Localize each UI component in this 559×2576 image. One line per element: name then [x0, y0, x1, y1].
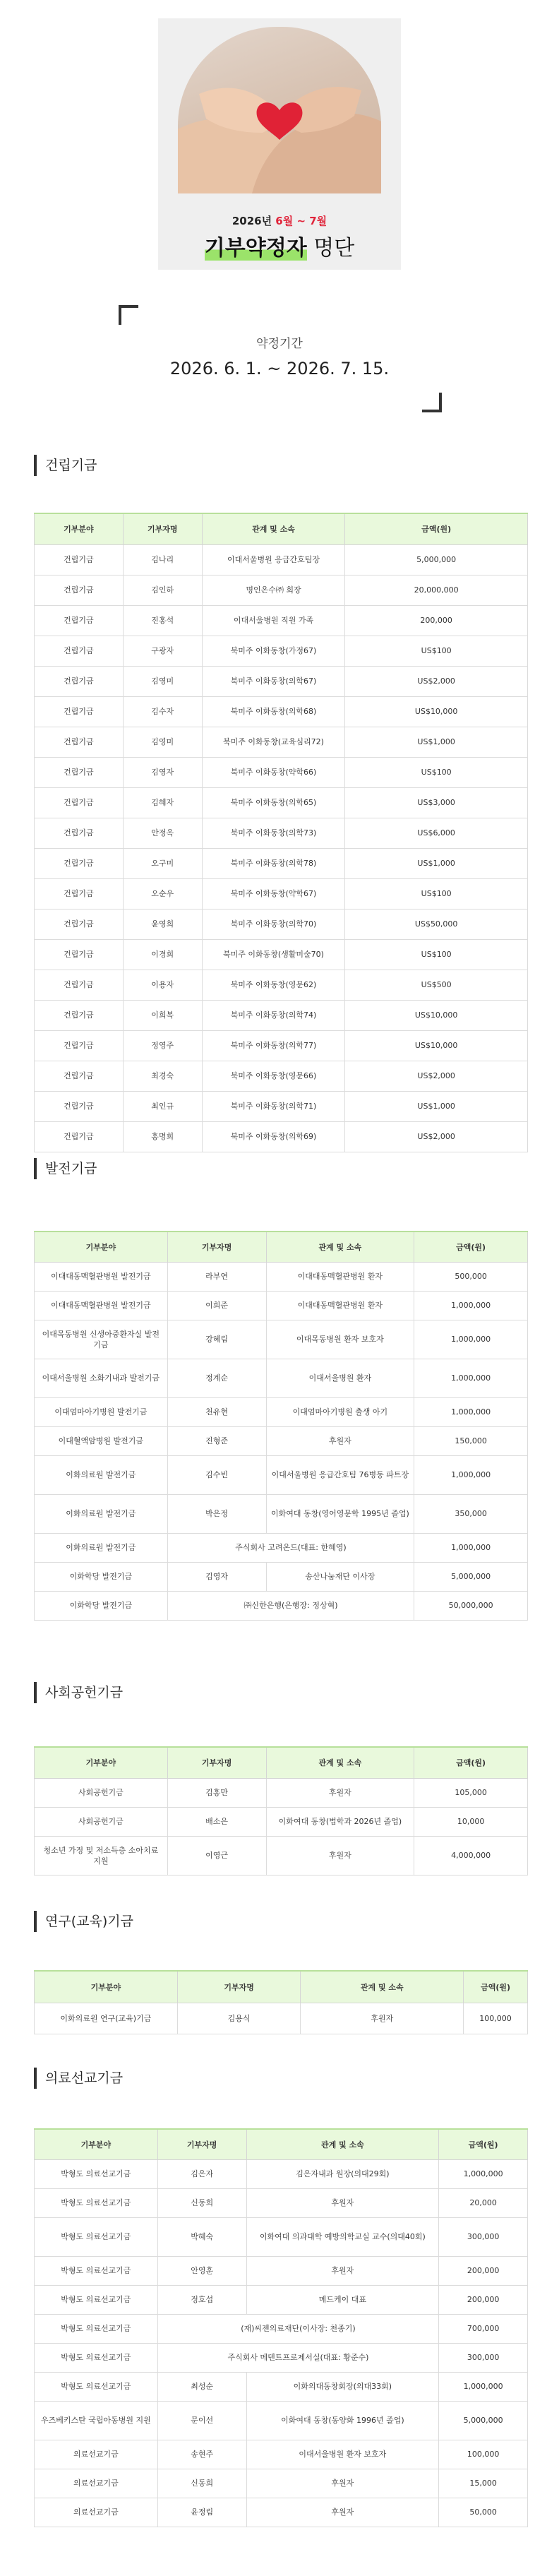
section-title: 의료선교기금	[34, 2068, 123, 2089]
table-row	[35, 2440, 528, 2469]
donor-table	[34, 1746, 528, 1876]
table-row	[35, 878, 528, 909]
table-cell: 건립기금	[35, 727, 124, 757]
column-header: 기부자명	[167, 1232, 266, 1262]
table-cell: 송산나눔재단 이사장	[266, 1562, 414, 1591]
hands-heart-photo	[178, 27, 381, 193]
table-row	[35, 1359, 528, 1397]
table-cell: 김나리	[123, 544, 202, 575]
table-cell: 메드케이 대표	[246, 2285, 439, 2314]
table-cell: 1,000,000	[439, 2372, 528, 2401]
table-cell: 후원자	[266, 1836, 414, 1875]
table-cell: 북미주 이화동창(영문62)	[202, 970, 345, 1000]
table-cell: 700,000	[439, 2314, 528, 2343]
table-cell: 건립기금	[35, 544, 124, 575]
table-cell: 이대대동맥혈관병원 발전기금	[35, 1291, 168, 1320]
table-row	[35, 818, 528, 848]
section-title: 연구(교육)기금	[34, 1911, 133, 1932]
table-cell: 의료선교기금	[35, 2469, 158, 2498]
table-row	[35, 757, 528, 787]
table-cell: 이화의료원 발전기금	[35, 1494, 168, 1533]
table-cell: 이대서울병원 환자	[266, 1359, 414, 1397]
table-cell: 이대혈액암병원 발전기금	[35, 1426, 168, 1455]
donor-table	[34, 513, 528, 1152]
table-row	[35, 1121, 528, 1152]
table-cell: 이대대동맥혈관병원 환자	[266, 1291, 414, 1320]
table-cell: 이화여대 의과대학 예방의학교실 교수(의대40회)	[246, 2217, 439, 2256]
table-cell: 후원자	[266, 1426, 414, 1455]
table-cell: 북미주 이화동창(의학71)	[202, 1091, 345, 1121]
table-cell: 천유현	[167, 1397, 266, 1426]
table-row	[35, 1061, 528, 1091]
table-row	[35, 666, 528, 696]
table-cell: 최경숙	[123, 1061, 202, 1091]
table-cell: 이경희	[123, 939, 202, 970]
table-row	[35, 2498, 528, 2527]
table-row	[35, 2401, 528, 2440]
table-cell: 건립기금	[35, 696, 124, 727]
table-cell: 구광자	[123, 636, 202, 666]
table-cell: 5,000,000	[345, 544, 528, 575]
table-cell: 건립기금	[35, 1061, 124, 1091]
table-cell: 배소은	[167, 1807, 266, 1836]
table-cell: 오구미	[123, 848, 202, 878]
table-cell: 김영자	[167, 1562, 266, 1591]
table-cell: 후원자	[246, 2498, 439, 2527]
table-cell: 김은자	[157, 2159, 246, 2188]
table-row	[35, 696, 528, 727]
table-row	[35, 1091, 528, 1121]
table-row	[35, 1533, 528, 1562]
table-row	[35, 2256, 528, 2285]
table-cell: 김영미	[123, 727, 202, 757]
table-cell: 박은정	[167, 1494, 266, 1533]
section-title: 사회공헌기금	[34, 1682, 123, 1703]
table-cell: 이희준	[167, 1291, 266, 1320]
table-cell: 이영근	[167, 1836, 266, 1875]
table-cell: 김영자	[123, 757, 202, 787]
table-cell: 홍명희	[123, 1121, 202, 1152]
table-cell: 사회공헌기금	[35, 1807, 168, 1836]
table-cell: 박형도 의료선교기금	[35, 2372, 158, 2401]
table-cell: 후원자	[246, 2188, 439, 2217]
table-header-row	[35, 513, 528, 544]
table-cell: 이화의료원 발전기금	[35, 1533, 168, 1562]
table-cell: US$100	[345, 939, 528, 970]
table-cell: US$3,000	[345, 787, 528, 818]
table-cell: 최인규	[123, 1091, 202, 1121]
column-header: 기부분야	[35, 513, 124, 544]
table-cell: 신동희	[157, 2469, 246, 2498]
table-row	[35, 2343, 528, 2372]
table-row	[35, 2372, 528, 2401]
column-header: 금액(원)	[414, 1232, 528, 1262]
table-row	[35, 1000, 528, 1030]
table-cell: 오순우	[123, 878, 202, 909]
table-cell: 김홍만	[167, 1778, 266, 1807]
table-cell: 안정옥	[123, 818, 202, 848]
table-cell: 명인온수㈜ 회장	[202, 575, 345, 605]
table-cell: 이대엄마아기병원 출생 아기	[266, 1397, 414, 1426]
table-cell: 1,000,000	[414, 1291, 528, 1320]
table-cell: 이대대동맥혈관병원 환자	[266, 1262, 414, 1291]
table-cell: 1,000,000	[414, 1359, 528, 1397]
corner-bracket-bottom-right	[422, 393, 442, 412]
table-cell: 이대대동맥혈관병원 발전기금	[35, 1262, 168, 1291]
table-row	[35, 939, 528, 970]
table-cell: (재)씨젠의료재단(이사장: 천종기)	[157, 2314, 438, 2343]
table-cell: US$2,000	[345, 1121, 528, 1152]
table-cell: 북미주 이화동창(의학74)	[202, 1000, 345, 1030]
table-cell: 5,000,000	[414, 1562, 528, 1591]
table-cell: 500,000	[414, 1262, 528, 1291]
table-cell: 안영훈	[157, 2256, 246, 2285]
table-cell: 350,000	[414, 1494, 528, 1533]
table-row	[35, 1494, 528, 1533]
table-cell: 105,000	[414, 1778, 528, 1807]
table-cell: 300,000	[439, 2343, 528, 2372]
table-cell: 주식회사 메덴트프로제서실(대표: 황준수)	[157, 2343, 438, 2372]
table-cell: 의료선교기금	[35, 2498, 158, 2527]
table-cell: 건립기금	[35, 787, 124, 818]
table-cell: 건립기금	[35, 1121, 124, 1152]
column-header: 금액(원)	[464, 1971, 528, 2003]
table-header-row	[35, 1747, 528, 1778]
table-cell: 건립기금	[35, 636, 124, 666]
table-cell: 북미주 이화동창(가정67)	[202, 636, 345, 666]
table-cell: 최성순	[157, 2372, 246, 2401]
column-header: 기부자명	[123, 513, 202, 544]
table-row	[35, 605, 528, 636]
column-header: 관계 및 소속	[301, 1971, 464, 2003]
table-cell: 1,000,000	[439, 2159, 528, 2188]
table-cell: 북미주 이화동창(약학67)	[202, 878, 345, 909]
table-cell: 박혜숙	[157, 2217, 246, 2256]
table-row	[35, 1030, 528, 1061]
table-cell: 박형도 의료선교기금	[35, 2256, 158, 2285]
table-cell: 이화여대 동창(법학과 2026년 졸업)	[266, 1807, 414, 1836]
table-cell: 정영주	[123, 1030, 202, 1061]
period-label: 약정기간	[256, 337, 303, 351]
table-cell: 북미주 이화동창(의학73)	[202, 818, 345, 848]
table-cell: 정호섭	[157, 2285, 246, 2314]
table-cell: 윤정림	[157, 2498, 246, 2527]
table-cell: 우즈베키스탄 국립아동병원 지원	[35, 2401, 158, 2440]
table-cell: 김은자내과 원장(의대29회)	[246, 2159, 439, 2188]
table-cell: 건립기금	[35, 939, 124, 970]
table-cell: 진홍석	[123, 605, 202, 636]
table-cell: 200,000	[439, 2256, 528, 2285]
table-cell: US$50,000	[345, 909, 528, 939]
column-header: 기부분야	[35, 1232, 168, 1262]
table-cell: 이대서울병원 소화기내과 발전기금	[35, 1359, 168, 1397]
table-cell: 박형도 의료선교기금	[35, 2314, 158, 2343]
column-header: 기부자명	[157, 2129, 246, 2159]
table-cell: 1,000,000	[414, 1320, 528, 1359]
table-row	[35, 970, 528, 1000]
table-header-row	[35, 1232, 528, 1262]
column-header: 관계 및 소속	[246, 2129, 439, 2159]
table-cell: 이화의료원 발전기금	[35, 1455, 168, 1494]
table-cell: US$100	[345, 636, 528, 666]
table-cell: US$500	[345, 970, 528, 1000]
column-header: 관계 및 소속	[202, 513, 345, 544]
table-row	[35, 1397, 528, 1426]
table-cell: US$1,000	[345, 848, 528, 878]
table-cell: 건립기금	[35, 575, 124, 605]
table-row	[35, 2217, 528, 2256]
table-cell: 북미주 이화동창(의학68)	[202, 696, 345, 727]
table-cell: US$1,000	[345, 1091, 528, 1121]
table-cell: 북미주 이화동창(생활미술70)	[202, 939, 345, 970]
table-cell: 건립기금	[35, 878, 124, 909]
table-cell: 20,000	[439, 2188, 528, 2217]
table-cell: 건립기금	[35, 848, 124, 878]
table-cell: 박형도 의료선교기금	[35, 2285, 158, 2314]
table-row	[35, 2159, 528, 2188]
table-cell: US$10,000	[345, 696, 528, 727]
table-cell: 북미주 이화동창(의학77)	[202, 1030, 345, 1061]
hero-title: 기부약정자 명단	[204, 236, 355, 261]
table-row	[35, 2188, 528, 2217]
table-cell: 이화여대 동창(영어영문학 1995년 졸업)	[266, 1494, 414, 1533]
table-cell: 이대서울병원 응급간호팀장	[202, 544, 345, 575]
table-row	[35, 1562, 528, 1591]
table-row	[35, 2285, 528, 2314]
table-row	[35, 1807, 528, 1836]
table-cell: 건립기금	[35, 666, 124, 696]
table-row	[35, 1455, 528, 1494]
table-row	[35, 1836, 528, 1875]
table-cell: 송현주	[157, 2440, 246, 2469]
table-cell: 1,000,000	[414, 1397, 528, 1426]
column-header: 기부분야	[35, 1971, 178, 2003]
table-cell: 이대목동병원 신생아중환자실 발전기금	[35, 1320, 168, 1359]
table-cell: 15,000	[439, 2469, 528, 2498]
table-cell: 김영미	[123, 666, 202, 696]
table-row	[35, 848, 528, 878]
table-cell: US$100	[345, 878, 528, 909]
table-cell: 청소년 가정 및 저소득층 소아치료 지원	[35, 1836, 168, 1875]
table-cell: 이대서울병원 응급간호팀 76병동 파트장	[266, 1455, 414, 1494]
table-cell: 북미주 이화동창(영문66)	[202, 1061, 345, 1091]
table-cell: 200,000	[345, 605, 528, 636]
table-cell: 이용자	[123, 970, 202, 1000]
corner-bracket-top-left	[119, 305, 138, 325]
section-title: 건립기금	[34, 455, 97, 476]
table-header-row	[35, 2129, 528, 2159]
table-cell: 건립기금	[35, 1091, 124, 1121]
column-header: 기부자명	[167, 1747, 266, 1778]
table-cell: 윤영희	[123, 909, 202, 939]
hero-subtitle: 2026년 6월 ~ 7월	[232, 215, 327, 227]
table-cell: 의료선교기금	[35, 2440, 158, 2469]
column-header: 금액(원)	[414, 1747, 528, 1778]
column-header: 기부분야	[35, 2129, 158, 2159]
table-cell: 신동희	[157, 2188, 246, 2217]
table-cell: 북미주 이화동창(의학78)	[202, 848, 345, 878]
table-cell: 문이선	[157, 2401, 246, 2440]
table-cell: 이희복	[123, 1000, 202, 1030]
table-cell: US$10,000	[345, 1000, 528, 1030]
table-cell: 강혜림	[167, 1320, 266, 1359]
table-row	[35, 909, 528, 939]
table-cell: 50,000	[439, 2498, 528, 2527]
table-row	[35, 2314, 528, 2343]
column-header: 기부자명	[177, 1971, 301, 2003]
table-row	[35, 727, 528, 757]
table-cell: 20,000,000	[345, 575, 528, 605]
table-cell: 김수빈	[167, 1455, 266, 1494]
period-value: 2026. 6. 1. ~ 2026. 7. 15.	[169, 359, 390, 378]
column-header: 기부분야	[35, 1747, 168, 1778]
table-cell: 5,000,000	[439, 2401, 528, 2440]
table-cell: 10,000	[414, 1807, 528, 1836]
table-cell: 북미주 이화동창(교육심리72)	[202, 727, 345, 757]
table-cell: 건립기금	[35, 1000, 124, 1030]
table-cell: 북미주 이화동창(의학65)	[202, 787, 345, 818]
table-cell: 김용식	[177, 2003, 301, 2034]
table-cell: US$2,000	[345, 666, 528, 696]
table-row	[35, 2469, 528, 2498]
table-cell: 건립기금	[35, 1030, 124, 1061]
column-header: 금액(원)	[439, 2129, 528, 2159]
table-cell: 후원자	[246, 2256, 439, 2285]
table-cell: 박형도 의료선교기금	[35, 2217, 158, 2256]
table-cell: 진형준	[167, 1426, 266, 1455]
table-cell: 라부연	[167, 1262, 266, 1291]
table-row	[35, 636, 528, 666]
table-cell: US$10,000	[345, 1030, 528, 1061]
table-cell: 이대목동병원 환자 보호자	[266, 1320, 414, 1359]
table-row	[35, 1426, 528, 1455]
table-cell: 이화의료원 연구(교육)기금	[35, 2003, 178, 2034]
table-cell: 북미주 이화동창(의학70)	[202, 909, 345, 939]
table-row	[35, 1291, 528, 1320]
table-row	[35, 575, 528, 605]
table-cell: 후원자	[246, 2469, 439, 2498]
table-row	[35, 2003, 528, 2034]
table-cell: 이대서울병원 환자 보호자	[246, 2440, 439, 2469]
table-cell: 150,000	[414, 1426, 528, 1455]
table-cell: 1,000,000	[414, 1533, 528, 1562]
table-row	[35, 544, 528, 575]
table-cell: 김혜자	[123, 787, 202, 818]
table-cell: 박형도 의료선교기금	[35, 2188, 158, 2217]
table-header-row	[35, 1971, 528, 2003]
table-row	[35, 1262, 528, 1291]
table-cell: 4,000,000	[414, 1836, 528, 1875]
table-cell: 주식회사 고려온드(대표: 한혜영)	[167, 1533, 414, 1562]
table-cell: US$100	[345, 757, 528, 787]
table-cell: 박형도 의료선교기금	[35, 2159, 158, 2188]
donor-table	[34, 1231, 528, 1621]
table-cell: 1,000,000	[414, 1455, 528, 1494]
table-cell: 100,000	[439, 2440, 528, 2469]
table-cell: 북미주 이화동창(의학67)	[202, 666, 345, 696]
table-cell: 박형도 의료선교기금	[35, 2343, 158, 2372]
table-row	[35, 1320, 528, 1359]
table-row	[35, 787, 528, 818]
table-cell: 김인하	[123, 575, 202, 605]
table-cell: 건립기금	[35, 605, 124, 636]
table-cell: 300,000	[439, 2217, 528, 2256]
table-cell: 이대서울병원 직원 가족	[202, 605, 345, 636]
table-cell: 정계순	[167, 1359, 266, 1397]
table-cell: 100,000	[464, 2003, 528, 2034]
table-cell: 이화여대 동창(동양화 1996년 졸업)	[246, 2401, 439, 2440]
table-cell: 이대엄마아기병원 발전기금	[35, 1397, 168, 1426]
table-cell: US$6,000	[345, 818, 528, 848]
table-cell: 이화의대동창회장(의대33회)	[246, 2372, 439, 2401]
column-header: 관계 및 소속	[266, 1747, 414, 1778]
table-cell: 후원자	[266, 1778, 414, 1807]
table-cell: 50,000,000	[414, 1591, 528, 1620]
table-cell: 북미주 이화동창(의학69)	[202, 1121, 345, 1152]
table-cell: 건립기금	[35, 818, 124, 848]
table-cell: 이화학당 발전기금	[35, 1591, 168, 1620]
column-header: 금액(원)	[345, 513, 528, 544]
table-cell: 후원자	[301, 2003, 464, 2034]
column-header: 관계 및 소속	[266, 1232, 414, 1262]
table-cell: 건립기금	[35, 757, 124, 787]
table-cell: 건립기금	[35, 909, 124, 939]
table-cell: 사회공헌기금	[35, 1778, 168, 1807]
donor-table	[34, 2128, 528, 2527]
table-cell: 북미주 이화동창(약학66)	[202, 757, 345, 787]
section-title: 발전기금	[34, 1158, 97, 1179]
hero-banner	[158, 18, 401, 270]
donor-table	[34, 1970, 528, 2034]
table-cell: ㈜신한은행(은행장: 정상혁)	[167, 1591, 414, 1620]
table-cell: 200,000	[439, 2285, 528, 2314]
table-row	[35, 1778, 528, 1807]
table-cell: US$2,000	[345, 1061, 528, 1091]
table-cell: US$1,000	[345, 727, 528, 757]
table-cell: 이화학당 발전기금	[35, 1562, 168, 1591]
table-row	[35, 1591, 528, 1620]
table-cell: 건립기금	[35, 970, 124, 1000]
table-cell: 김수자	[123, 696, 202, 727]
